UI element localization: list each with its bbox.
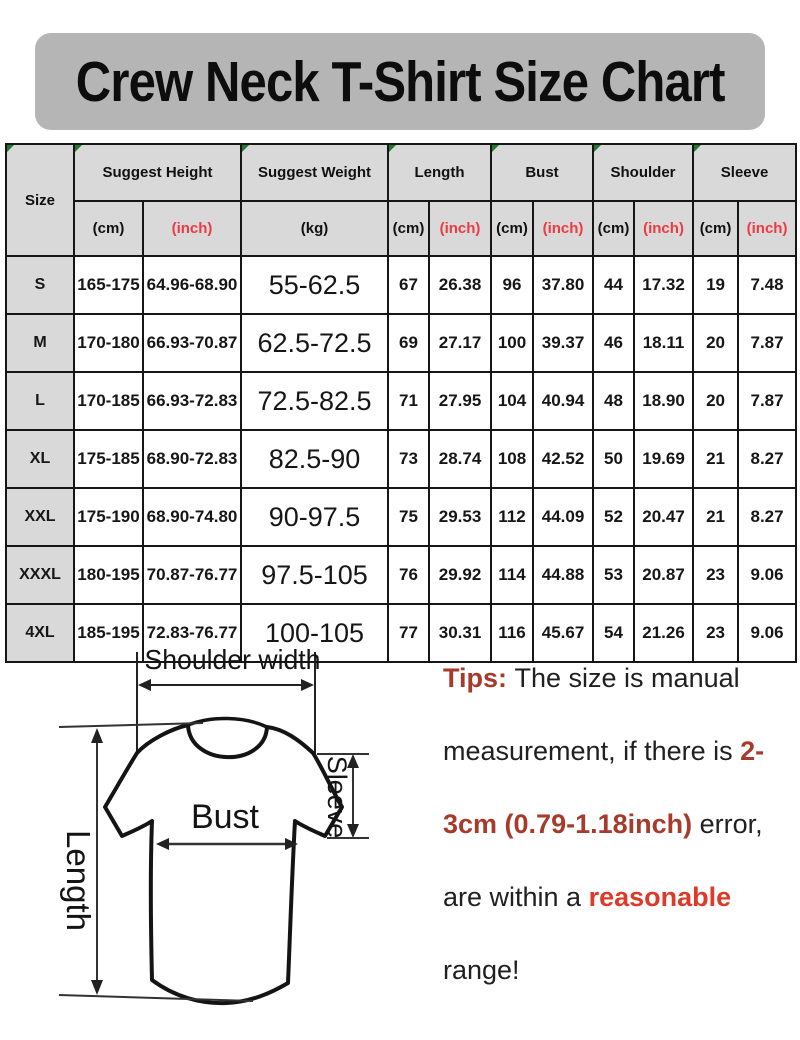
size-cell: M <box>6 314 74 372</box>
value-cell: 21.26 <box>634 604 693 662</box>
tips-line: 3cm (0.79-1.18inch) error, <box>443 809 763 839</box>
value-cell: 45.67 <box>533 604 593 662</box>
value-cell: 69 <box>388 314 429 372</box>
title-banner <box>35 33 765 130</box>
value-cell: 70.87-76.77 <box>143 546 241 604</box>
value-cell: 165-175 <box>74 256 143 314</box>
value-cell: 27.95 <box>429 372 491 430</box>
tips-line: measurement, if there is 2- <box>443 736 765 766</box>
size-cell: XXXL <box>6 546 74 604</box>
header-row-groups <box>6 144 796 201</box>
bust-label: Bust <box>190 798 260 836</box>
sleeve-label: Sleeve <box>322 755 352 839</box>
tips-line: Tips: The size is manual <box>443 663 740 693</box>
value-cell: 46 <box>593 314 634 372</box>
value-cell: 170-185 <box>74 372 143 430</box>
tshirt-diagram <box>35 648 455 1040</box>
value-cell: 39.37 <box>533 314 593 372</box>
value-cell: 8.27 <box>738 430 796 488</box>
value-cell: 64.96-68.90 <box>143 256 241 314</box>
arrowhead <box>301 679 314 691</box>
value-cell: 100 <box>491 314 533 372</box>
value-cell: 42.52 <box>533 430 593 488</box>
value-cell: 66.93-70.87 <box>143 314 241 372</box>
value-cell: 29.53 <box>429 488 491 546</box>
size-chart-table <box>5 143 797 663</box>
value-cell: 62.5-72.5 <box>241 314 388 372</box>
size-cell: 4XL <box>6 604 74 662</box>
value-cell: 50 <box>593 430 634 488</box>
subheader-inch: (inch) <box>143 201 241 256</box>
table-row <box>6 488 796 546</box>
col-header-length: Length <box>388 144 491 201</box>
value-cell: 44.88 <box>533 546 593 604</box>
arrowhead <box>138 679 151 691</box>
value-cell: 175-190 <box>74 488 143 546</box>
value-cell: 8.27 <box>738 488 796 546</box>
value-cell: 114 <box>491 546 533 604</box>
value-cell: 21 <box>693 430 738 488</box>
size-cell: S <box>6 256 74 314</box>
subheader-cm: (cm) <box>388 201 429 256</box>
value-cell: 37.80 <box>533 256 593 314</box>
value-cell: 112 <box>491 488 533 546</box>
size-cell: XL <box>6 430 74 488</box>
value-cell: 97.5-105 <box>241 546 388 604</box>
col-header-suggest-weight: Suggest Weight <box>241 144 388 201</box>
value-cell: 20 <box>693 314 738 372</box>
col-header-sleeve: Sleeve <box>693 144 796 201</box>
table-row <box>6 372 796 430</box>
value-cell: 21 <box>693 488 738 546</box>
value-cell: 23 <box>693 546 738 604</box>
value-cell: 28.74 <box>429 430 491 488</box>
value-cell: 82.5-90 <box>241 430 388 488</box>
value-cell: 104 <box>491 372 533 430</box>
value-cell: 68.90-72.83 <box>143 430 241 488</box>
value-cell: 23 <box>693 604 738 662</box>
tips-highlight: 3cm (0.79-1.18inch) <box>443 809 693 839</box>
subheader-inch: (inch) <box>634 201 693 256</box>
value-cell: 116 <box>491 604 533 662</box>
table-row <box>6 546 796 604</box>
subheader-cm: (cm) <box>593 201 634 256</box>
value-cell: 20 <box>693 372 738 430</box>
size-cell: L <box>6 372 74 430</box>
value-cell: 19.69 <box>634 430 693 488</box>
value-cell: 108 <box>491 430 533 488</box>
size-cell: XXL <box>6 488 74 546</box>
subheader-cm: (cm) <box>693 201 738 256</box>
value-cell: 18.11 <box>634 314 693 372</box>
value-cell: 9.06 <box>738 604 796 662</box>
value-cell: 7.48 <box>738 256 796 314</box>
tips-highlight: 2- <box>740 736 765 766</box>
tips-line: are within a reasonable <box>443 882 732 912</box>
arrowhead <box>91 980 103 995</box>
tips-text <box>443 658 795 1023</box>
value-cell: 9.06 <box>738 546 796 604</box>
value-cell: 7.87 <box>738 314 796 372</box>
value-cell: 18.90 <box>634 372 693 430</box>
tips-keyword: Tips: <box>443 663 515 693</box>
value-cell: 29.92 <box>429 546 491 604</box>
value-cell: 55-62.5 <box>241 256 388 314</box>
value-cell: 77 <box>388 604 429 662</box>
value-cell: 19 <box>693 256 738 314</box>
value-cell: 185-195 <box>74 604 143 662</box>
page-title: Crew Neck T-Shirt Size Chart <box>75 49 725 114</box>
size-chart <box>5 143 797 663</box>
value-cell: 73 <box>388 430 429 488</box>
value-cell: 7.87 <box>738 372 796 430</box>
value-cell: 52 <box>593 488 634 546</box>
value-cell: 72.5-82.5 <box>241 372 388 430</box>
subheader-inch: (inch) <box>533 201 593 256</box>
length-label: Length <box>60 830 97 931</box>
tips-highlight: reasonable <box>588 882 732 912</box>
value-cell: 40.94 <box>533 372 593 430</box>
value-cell: 76 <box>388 546 429 604</box>
arrowhead <box>91 728 103 743</box>
col-header-size: Size <box>6 144 74 256</box>
col-header-shoulder: Shoulder <box>593 144 693 201</box>
value-cell: 17.32 <box>634 256 693 314</box>
subheader-cm: (cm) <box>491 201 533 256</box>
value-cell: 44.09 <box>533 488 593 546</box>
subheader-inch: (inch) <box>738 201 796 256</box>
value-cell: 96 <box>491 256 533 314</box>
value-cell: 54 <box>593 604 634 662</box>
value-cell: 66.93-72.83 <box>143 372 241 430</box>
value-cell: 26.38 <box>429 256 491 314</box>
value-cell: 68.90-74.80 <box>143 488 241 546</box>
table-row <box>6 430 796 488</box>
shoulder-width-label: Shoulder width <box>144 644 321 675</box>
value-cell: 44 <box>593 256 634 314</box>
subheader-inch: (inch) <box>429 201 491 256</box>
value-cell: 100-105 <box>241 604 388 662</box>
value-cell: 53 <box>593 546 634 604</box>
header-row-units <box>6 201 796 256</box>
col-header-suggest-height: Suggest Height <box>74 144 241 201</box>
value-cell: 170-180 <box>74 314 143 372</box>
value-cell: 20.47 <box>634 488 693 546</box>
table-row <box>6 314 796 372</box>
value-cell: 20.87 <box>634 546 693 604</box>
subheader-kg: (kg) <box>241 201 388 256</box>
value-cell: 72.83-76.77 <box>143 604 241 662</box>
subheader-cm: (cm) <box>74 201 143 256</box>
tshirt-diagram-svg <box>35 648 455 1040</box>
value-cell: 71 <box>388 372 429 430</box>
value-cell: 27.17 <box>429 314 491 372</box>
value-cell: 30.31 <box>429 604 491 662</box>
tips-line: range! <box>443 955 520 985</box>
value-cell: 67 <box>388 256 429 314</box>
table-row <box>6 256 796 314</box>
value-cell: 90-97.5 <box>241 488 388 546</box>
value-cell: 175-185 <box>74 430 143 488</box>
value-cell: 180-195 <box>74 546 143 604</box>
value-cell: 48 <box>593 372 634 430</box>
col-header-bust: Bust <box>491 144 593 201</box>
value-cell: 75 <box>388 488 429 546</box>
tshirt-outline <box>105 725 342 1003</box>
